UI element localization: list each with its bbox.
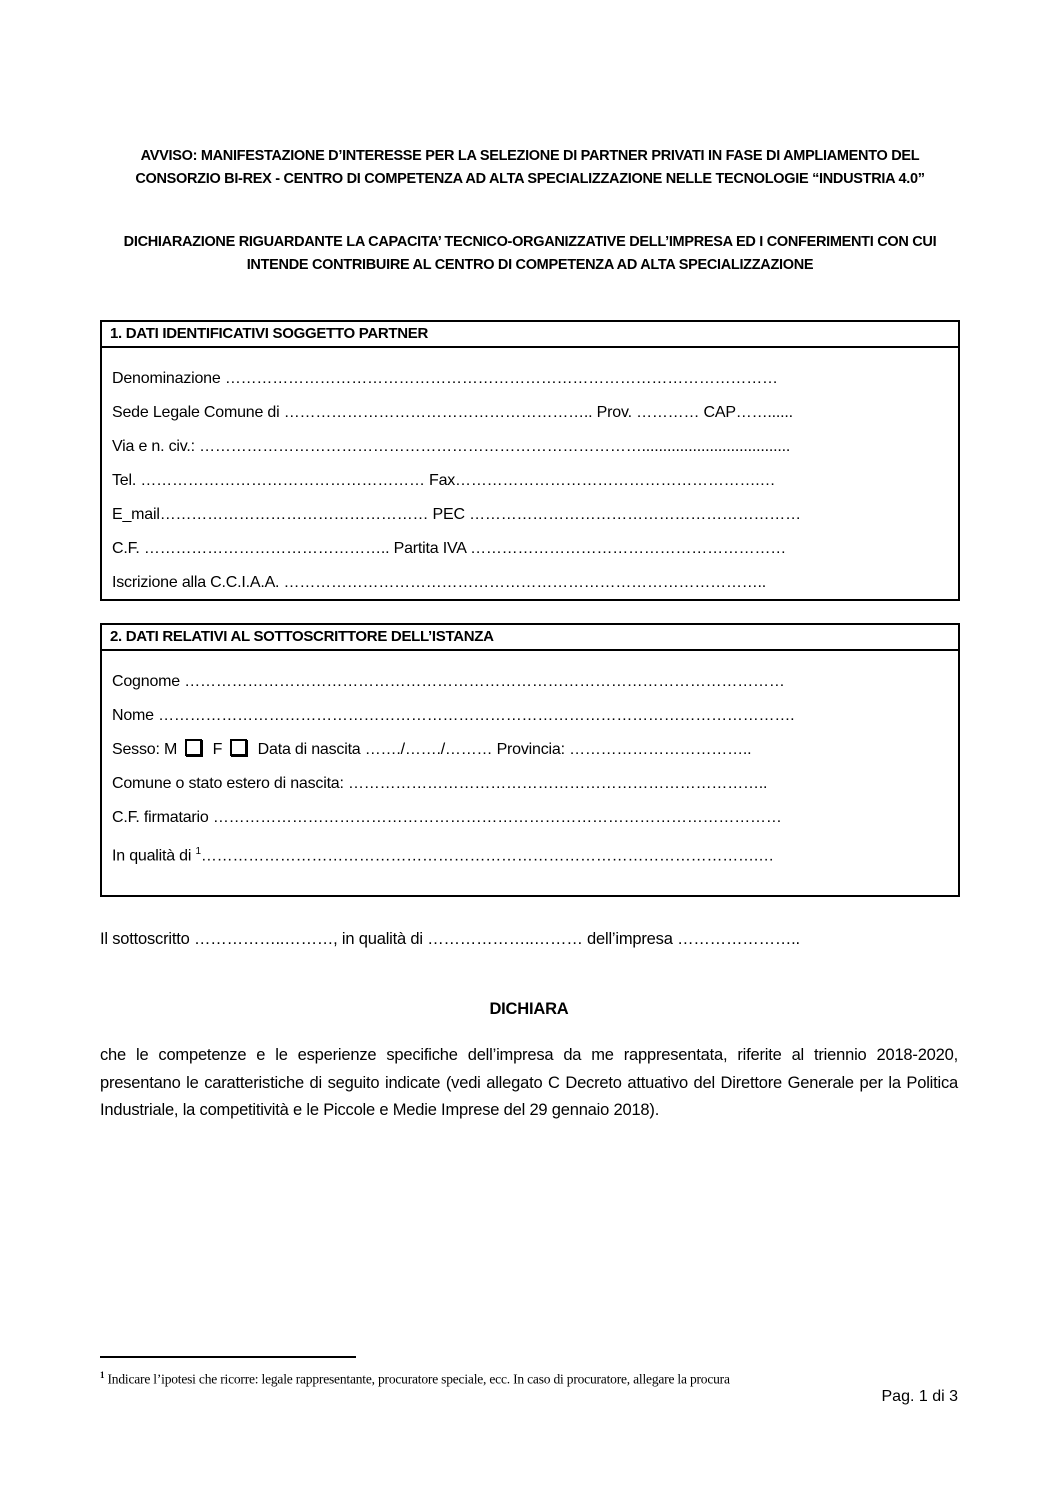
qualita-label: In qualità di [112,847,196,865]
declaration-title: DICHIARAZIONE RIGUARDANTE LA CAPACITA’ TECNICO-ORGANIZZATIVE DELL’IMPRESA ED I CONFERIMENTI CON CUI INTENDE CONTRIBUIRE AL CENTRO DI COMPETENZA AD ALTA SPECIALIZZAZIONE [123,234,937,273]
section-1-title: 1. DATI IDENTIFICATIVI SOGGETTO PARTNER [102,322,958,348]
footnote-number: 1 [100,1370,105,1380]
field-qualita[interactable] [102,835,958,869]
footnote-divider [100,1356,356,1358]
field-sesso-nascita [102,733,958,767]
field-cciaa[interactable]: Iscrizione alla C.C.I.A.A. ……………………………………………………………………………….. [112,574,767,591]
dichiara-heading: DICHIARA [489,1000,569,1018]
field-cognome[interactable]: Cognome …………………………………………………………………………………………………… [112,673,785,690]
field-email-pec[interactable]: E_mail…………………………………………… PEC ……………………………………………………… [112,506,801,523]
checkbox-f[interactable] [230,739,247,756]
field-cf-firmatario[interactable]: C.F. firmatario ……………………………………………………………………………………………… [112,809,782,826]
section-signer-data [100,623,960,897]
footnote [100,1370,730,1388]
checkbox-m[interactable] [185,739,202,756]
section-partner-data [100,320,960,601]
sesso-f-label: F [212,741,223,758]
field-via[interactable]: Via e n. civ.: …………………………………………………………………………................................... [112,438,791,455]
sesso-label: Sesso: M [112,741,178,758]
page-number: Pag. 1 di 3 [881,1388,958,1405]
declaration-paragraph: che le competenze e le esperienze specifiche dell’impresa da me rappresentata, riferite al triennio 2018-2020, presentano le caratteristiche di seguito indicate (vedi allegato C Decreto attuativo del Direttore Generale per la Politica Industriale, la competitività e le Piccole e Medie Imprese del 29 gennaio 2018). [100,1046,958,1119]
qualita-dots: …………………………………………………………………………………………….… [200,847,774,865]
notice-title: AVVISO: MANIFESTAZIONE D’INTERESSE PER LA SELEZIONE DI PARTNER PRIVATI IN FASE DI AMPLIAMENTO DEL CONSORZIO BI-REX - CENTRO DI COMPETENZA AD ALTA SPECIALIZZAZIONE NELLE TECNOLOGIE “INDUSTRIA 4.0” [135,148,925,187]
sottoscritto-line[interactable]: Il sottoscritto ……………..………, in qualità di ………………..……… dell’impresa ………………….. [100,930,800,948]
field-tel-fax[interactable]: Tel. ……………………………………………… Fax………………………………………………….… [112,472,776,489]
field-denominazione[interactable]: Denominazione …………………………………………………………………………………………… [112,370,778,387]
footnote-text: Indicare l’ipotesi che ricorre: legale rappresentante, procuratore speciale, ecc. In caso di procuratore, allegare la procura [107,1371,730,1387]
field-cf-piva[interactable]: C.F. ……………………………………….. Partita IVA …………………………………………………… [112,540,787,557]
field-sede-legale[interactable]: Sede Legale Comune di ………………………………………………….. Prov. ………… CAP……...... [112,404,793,421]
field-data-nascita[interactable]: Data di nascita ……./……./……… Provincia: …………………………….. [257,741,752,758]
footnote-ref: 1 [195,846,201,857]
section-2-title: 2. DATI RELATIVI AL SOTTOSCRITTORE DELL’ISTANZA [102,625,958,651]
field-comune-nascita[interactable]: Comune o stato estero di nascita: …………………………………………………………………….. [112,775,768,792]
field-nome[interactable]: Nome …………………………………………………………………………………………………………. [112,707,795,724]
